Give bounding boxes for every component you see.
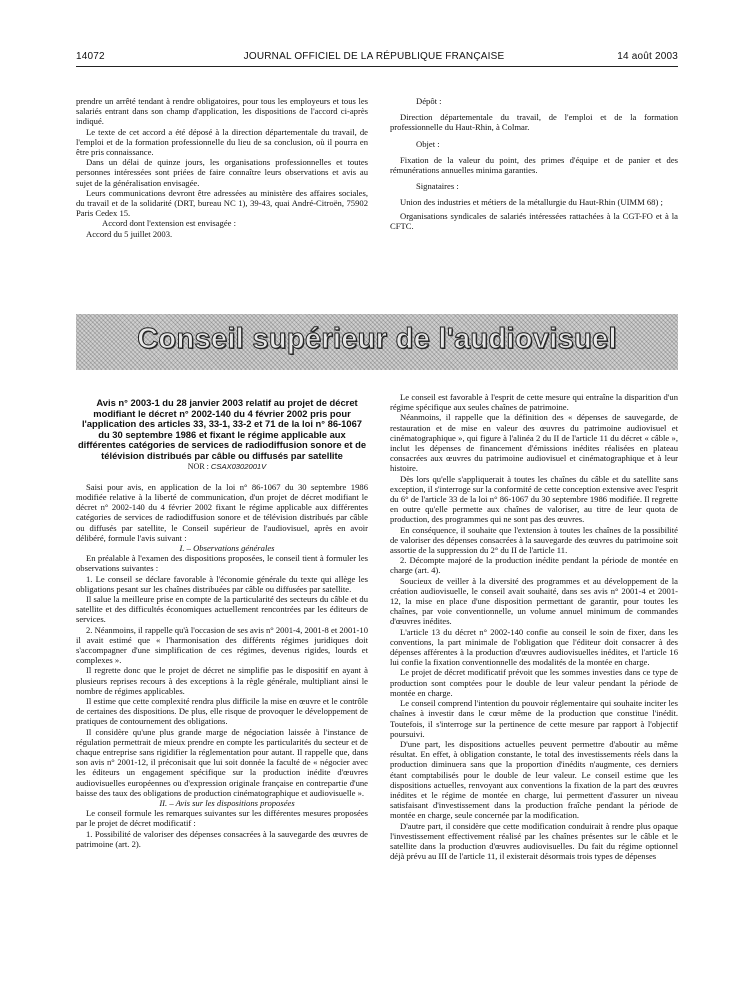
paragraph: D'autre part, il considère que cette modification conduirait à rendre plus opaque l'investissement effectivement réalisé par les chaînes présentes sur le câble et le satellite dans la production d'œuvres audiovisuelles. Du fait du régime optionnel déjà prévu au III de l'article 11, il existerait désormais trois types de dépenses	[390, 820, 678, 862]
paragraph: Il considère qu'une plus grande marge de négociation laissée à l'instance de régulation permettrait de mieux prendre en compte les particularités du secteur et de chaque entreprise sans rigidifier la réglementation pour autant. Il rappelle que, dans son avis n° 2001-12, il préconisait que lui soit donnée la faculté de « négocier avec les éditeurs un engagement spécifique sur la production inédite d'œuvres audiovisuelles européennes ou d'expression originale française en contrepartie d'une baisse des taux des obligations de production cinématographique et audiovisuelle ».	[76, 726, 368, 798]
objet-text: Fixation de la valeur du point, des primes d'équipe et de panier et des rémunérations annuelles minima garanties.	[390, 154, 678, 176]
paragraph: prendre un arrêté tendant à rendre obligatoires, pour tous les employeurs et tous les salariés entrant dans son champ d'application, les dispositions de l'accord ci-après indiqué.	[76, 96, 368, 127]
nor-line	[76, 462, 368, 472]
paragraph: 1. Possibilité de valoriser des dépenses consacrées à la sauvegarde des œuvres de patrimoine (art. 2).	[76, 828, 368, 849]
signataires-text: Organisations syndicales de salariés intéressées rattachées à la CGT-FO et à la CFTC.	[390, 210, 678, 231]
paragraph: 1. Le conseil se déclare favorable à l'économie générale du texte qui allège les obligations pesant sur les chaînes distribuées par câble ou diffusées par satellite.	[76, 573, 368, 594]
paragraph: 2. Néanmoins, il rappelle qu'à l'occasion de ses avis n° 2001-4, 2001-8 et 2001-10 il avait estimé que « l'harmonisation des différents régimes juridiques doit s'accompagner d'une simplification de ces régimes, devenus rigides, lourds et complexes ».	[76, 624, 368, 666]
bottom-right-column	[390, 392, 678, 861]
section-heading: I. – Observations générales	[179, 542, 275, 553]
paragraph: Le conseil est favorable à l'esprit de cette mesure qui entraîne la disparition d'un régime spécifique aux seules chaînes de patrimoine.	[390, 392, 678, 413]
section-heading: II. – Avis sur les dispositions proposées	[159, 798, 295, 809]
paragraph: 2. Décompte majoré de la production inédite pendant la période de montée en charge (art. 4).	[390, 555, 678, 576]
top-right-column	[390, 96, 678, 231]
paragraph: Il estime que cette complexité rendra plus difficile la mise en œuvre et le contrôle de certaines des dispositions. De plus, elle risque de provoquer le développement de pratiques de contournement des obligations.	[76, 696, 368, 727]
paragraph: Leurs communications devront être adressées au ministère des affaires sociales, du travail et de la solidarité (DRT, bureau NC 1), 39-43, quai André-Citroën, 75902 Paris Cedex 15.	[76, 187, 368, 219]
paragraph: Dès lors qu'elle s'appliquerait à toutes les chaînes du câble et du satellite sans exception, il s'interroge sur la conformité de cette conception extensive avec l'esprit du 6° de l'article 33 de la loi n° 86-1067 du 30 septembre 1986 modifiée. Il regrette en outre qu'elle permette aux chaînes de valoriser, au titre de leur quota de production, des programmes qui ne sont pas des œuvres.	[390, 473, 678, 525]
paragraph: Accord du 5 juillet 2003.	[86, 228, 173, 239]
paragraph: Le conseil comprend l'intention du pouvoir réglementaire qui souhaite inciter les chaînes à investir dans le cœur même de la production que constitue l'inédit. Toutefois, il s'interroge sur la pertinence de cette mesure par rapport à l'objectif poursuivi.	[390, 698, 678, 739]
top-left-column	[76, 96, 368, 239]
paragraph: Néanmoins, il rappelle que la définition des « dépenses de sauvegarde, de restauration et de mise en valeur des œuvres du patrimoine audiovisuel et cinématographique », qui figure à l'alinéa 2 du II de l'article 11 du décret « câble », inclut les dépenses de financement d'émissions inédites réalisées en plateau consacrées aux œuvres du patrimoine audiovisuel et cinématographique et à leur histoire.	[390, 412, 678, 474]
paragraph: En conséquence, il souhaite que l'extension à toutes les chaînes de la possibilité de valoriser des dépenses consacrées à la sauvegarde des œuvres du patrimoine soit assortie de la suppression du 2° du II de l'article 11.	[390, 524, 678, 556]
paragraph: Dans un délai de quinze jours, les organisations professionnelles et toutes personnes intéressées sont priées de faire connaître leurs observations et avis au sujet de la généralisation envisagée.	[76, 157, 368, 188]
publication-date: 14 août 2003	[617, 51, 678, 62]
signataires-label: Signataires :	[416, 181, 459, 192]
header-rule	[76, 66, 678, 67]
paragraph: Soucieux de veiller à la diversité des programmes et au développement de la création audiovisuelle, le conseil avait souhaité, dans ses avis n° 2001-4 et 2001-12, la mise en place d'une disposition permettant de garantir, pour toutes les chaînes, par voie conventionnelle, un volume annuel minimum de commandes d'œuvres inédites.	[390, 575, 678, 627]
nor-value: CSAX0302001V	[210, 461, 267, 471]
paragraph: Il salue la meilleure prise en compte de la particularité des secteurs du câble et du satellite et des difficultés économiques actuellement rencontrées par les éditeurs de services.	[76, 594, 368, 625]
paragraph: Le projet de décret modificatif prévoit que les sommes investies dans ce type de production sont comptées pour le double de leur valeur pendant la période de montée en charge.	[390, 667, 678, 698]
objet-label: Objet :	[416, 138, 440, 149]
paragraph: Saisi pour avis, en application de la loi n° 86-1067 du 30 septembre 1986 modifiée relative à la liberté de communication, d'un projet de décret modifiant le décret n° 2002-140 du 4 février 2002 fixant le régime applicable aux différentes catégories de services de radiodiffusion sonore et de télévision distribués par câble ou diffusés par satellite, le Conseil supérieur de l'audiovisuel, après en avoir délibéré, formule l'avis suivant :	[76, 481, 368, 543]
paragraph: Le texte de cet accord a été déposé à la direction départementale du travail, de l'emploi et de la formation professionnelle du lieu de sa conclusion, où il pourra en être pris connaissance.	[76, 126, 368, 158]
banner-title: Conseil supérieur de l'audiovisuel	[137, 323, 617, 355]
paragraph: Le conseil formule les remarques suivantes sur les différentes mesures proposées par le projet de décret modificatif :	[76, 808, 368, 829]
page-header	[0, 0, 748, 70]
journal-title: JOURNAL OFFICIEL DE LA RÉPUBLIQUE FRANÇAISE	[243, 51, 505, 62]
section-banner	[76, 314, 678, 370]
depot-label: Dépôt :	[416, 96, 442, 106]
page-number: 14072	[76, 51, 105, 62]
depot-text: Direction départementale du travail, de l'emploi et de la formation professionnelle du Haut-Rhin, à Colmar.	[390, 112, 678, 133]
paragraph: Il regrette donc que le projet de décret ne simplifie pas le dispositif en ayant à plusieurs reprises recours à des exceptions à la règle générale, multipliant ainsi le nombre de régimes applicables.	[76, 665, 368, 696]
signataires-text: Union des industries et métiers de la métallurgie du Haut-Rhin (UIMM 68) ;	[400, 197, 663, 208]
paragraph: D'une part, les dispositions actuelles peuvent permettre d'aboutir au même résultat. En effet, à obligation constante, le total des investissements réels dans la production diminuera sans que la proportion d'inédits n'augmente, ces derniers étant comptabilisés pour le double de leur valeur. Le conseil estime que les dispositions actuelles, renvoyant aux conventions la fixation de la part des œuvres inédites et le régime de montée en charge, lui permettent d'assurer un niveau satisfaisant d'investissement dans la production fraîche pendant la période de montée en charge, seule concernée par la modification.	[390, 738, 678, 821]
bottom-left-column	[76, 398, 368, 849]
paragraph: L'article 13 du décret n° 2002-140 confie au conseil le soin de fixer, dans les conventions, la part minimale de l'obligation que l'éditeur doit consacrer à des dépenses afférentes à la production d'œuvres audiovisuelles inédites, et l'article 16 lui confie la fixation conventionnelle des modalités de la montée en charge.	[390, 626, 678, 668]
paragraph: Accord dont l'extension est envisagée :	[102, 218, 236, 229]
nor-label: NOR :	[187, 461, 209, 471]
paragraph: En préalable à l'examen des dispositions proposées, le conseil tient à formuler les observations suivantes :	[76, 553, 368, 574]
avis-title: Avis n° 2003-1 du 28 janvier 2003 relatif au projet de décret modifiant le décret n° 2002-140 du 4 février 2002 pris pour l'application des articles 33, 33-1, 33-2 et 71 de la loi n° 86-1067 du 30 septembre 1986 et fixant le régime applicable aux différentes catégories de services de radiodiffusion sonore et de télévision distribués par câble ou diffusés par satellite	[77, 397, 367, 461]
